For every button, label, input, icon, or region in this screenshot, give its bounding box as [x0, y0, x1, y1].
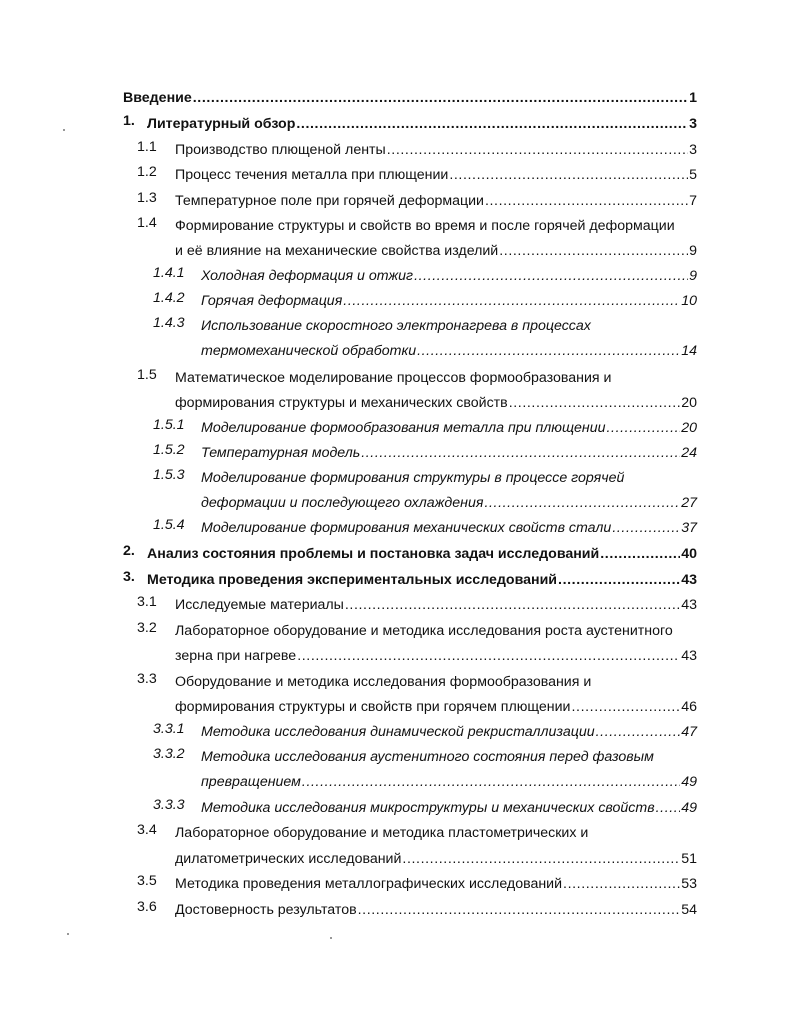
toc-leader-dots	[361, 445, 680, 462]
toc-leader-dots	[345, 597, 680, 614]
toc-row-3-3-3	[153, 797, 697, 817]
toc-number: 1.4	[137, 215, 157, 231]
scan-speck	[63, 129, 65, 131]
toc-title: Лабораторное оборудование и методика пластометрических и	[175, 825, 589, 841]
toc-row-1-3	[137, 190, 697, 210]
toc-number: 3.3.1	[153, 721, 185, 737]
toc-title: Горячая деформация	[201, 293, 343, 309]
toc-page-number: 14	[681, 343, 697, 359]
toc-row-chapter-2	[123, 543, 697, 563]
toc-title: Холодная деформация и отжиг	[201, 268, 414, 284]
toc-page-number: 7	[689, 193, 697, 209]
toc-title: Математическое моделирование процессов формообразования и	[175, 370, 612, 386]
scan-speck	[67, 933, 69, 935]
toc-page-number: 3	[689, 116, 697, 132]
toc-row-3-3-line2	[175, 696, 697, 716]
toc-page-number: 5	[689, 167, 697, 183]
toc-title: Лабораторное оборудование и методика исследования роста аустенитного	[175, 623, 673, 639]
toc-row-3-4-line2	[175, 848, 697, 868]
toc-title: Моделирование формирования структуры в процессе горячей	[201, 470, 625, 486]
toc-page-number: 53	[681, 876, 697, 892]
toc-row-1-1	[137, 139, 697, 159]
toc-title: Температурное поле при горячей деформации	[175, 193, 484, 209]
toc-row-3-3-line1	[137, 671, 697, 691]
toc-number: 3.3	[137, 671, 157, 687]
toc-row-3-1	[137, 594, 697, 614]
toc-leader-dots	[193, 90, 688, 107]
toc-number: 3.5	[137, 873, 157, 889]
toc-leader-dots	[402, 851, 680, 868]
toc-number: 3.1	[137, 594, 157, 610]
toc-number: 3.2	[137, 620, 157, 636]
toc-title: и её влияние на механические свойства изделий	[175, 243, 499, 259]
toc-row-1-4-line2	[175, 240, 697, 260]
toc-page-number: 43	[681, 572, 697, 588]
toc-row-1-5-1	[153, 417, 697, 437]
toc-title: формирования структуры и свойств при горячем плющении	[175, 699, 571, 715]
toc-leader-dots	[484, 495, 680, 512]
toc-number: 1.5.1	[153, 417, 185, 433]
toc-leader-dots	[449, 167, 688, 184]
toc-title: Методика проведения экспериментальных исследований	[147, 572, 558, 588]
toc-row-1-5-line2	[175, 392, 697, 412]
toc-title: Оборудование и методика исследования формообразования и	[175, 674, 592, 690]
toc-page-number: 37	[681, 520, 697, 536]
toc-row-chapter-1	[123, 113, 697, 133]
toc-row-intro	[123, 87, 697, 107]
toc-title: превращением	[201, 774, 301, 790]
toc-number: 3.4	[137, 822, 157, 838]
toc-number: 1.1	[137, 139, 157, 155]
toc-leader-dots	[656, 800, 681, 817]
toc-page-number: 54	[681, 902, 697, 918]
toc-title: Методика исследования микроструктуры и механических свойств	[201, 800, 655, 816]
scan-speck	[330, 937, 332, 939]
toc-number: 1.5.3	[153, 467, 185, 483]
toc-page-number: 43	[681, 597, 697, 613]
toc-number: 2.	[123, 543, 135, 559]
toc-title: Методика исследования аустенитного состояния перед фазовым	[201, 749, 654, 765]
toc-title: Исследуемые материалы	[175, 597, 344, 613]
toc-leader-dots	[607, 420, 681, 437]
toc-title: Анализ состояния проблемы и постановка задач исследований	[147, 546, 600, 562]
toc-row-1-4-3-line1	[153, 315, 697, 335]
toc-row-1-4-3-line2	[201, 340, 697, 360]
toc-title: Достоверность результатов	[175, 902, 357, 918]
toc-leader-dots	[600, 546, 680, 563]
toc-title: Процесс течения металла при плющении	[175, 167, 449, 183]
toc-title: Производство плющеной ленты	[175, 142, 386, 158]
toc-page-number: 49	[681, 800, 697, 816]
toc-leader-dots	[414, 268, 688, 285]
toc-row-1-5-4	[153, 517, 697, 537]
toc-leader-dots	[343, 293, 680, 310]
toc-number: 1.4.3	[153, 315, 185, 331]
toc-row-1-5-line1	[137, 367, 697, 387]
toc-page-number: 3	[689, 142, 697, 158]
toc-leader-dots	[417, 343, 680, 360]
toc-page-number: 40	[681, 546, 697, 562]
toc-row-1-5-2	[153, 442, 697, 462]
toc-number: 1.5.2	[153, 442, 185, 458]
toc-page-number: 9	[689, 268, 697, 284]
toc-page-number: 47	[681, 724, 697, 740]
toc-title: Моделирование формообразования металла при плющении	[201, 420, 606, 436]
toc-row-3-3-2-line2	[201, 771, 697, 791]
toc-row-1-2	[137, 164, 697, 184]
toc-leader-dots	[499, 243, 688, 260]
toc-title: зерна при нагреве	[175, 648, 297, 664]
toc-page-number: 9	[689, 243, 697, 259]
toc-leader-dots	[563, 876, 680, 893]
toc-page-number: 10	[681, 293, 697, 309]
toc-title: формирования структуры и механических свойств	[175, 395, 508, 411]
toc-leader-dots	[509, 395, 681, 412]
toc-title: деформации и последующего охлаждения	[201, 495, 484, 511]
toc-number: 1.5.4	[153, 517, 185, 533]
toc-row-1-4-1	[153, 265, 697, 285]
toc-title: Формирование структуры и свойств во время и после горячей деформации	[175, 218, 675, 234]
toc-row-1-4-line1	[137, 215, 697, 235]
toc-row-1-5-3-line2	[201, 492, 697, 512]
toc-page-number: 27	[681, 495, 697, 511]
toc-page-number: 43	[681, 648, 697, 664]
toc-number: 1.3	[137, 190, 157, 206]
toc-number: 3.3.3	[153, 797, 185, 813]
toc-leader-dots	[485, 193, 688, 210]
toc-leader-dots	[358, 902, 681, 919]
toc-number: 1.4.2	[153, 290, 185, 306]
toc-row-chapter-3	[123, 569, 697, 589]
toc-row-3-5	[137, 873, 697, 893]
toc-title: Литературный обзор	[147, 116, 296, 132]
toc-leader-dots	[558, 572, 680, 589]
toc-page-number: 46	[681, 699, 697, 715]
toc-row-3-4-line1	[137, 822, 697, 842]
toc-title: Использование скоростного электронагрева в процессах	[201, 318, 591, 334]
toc-title: Методика проведения металлографических исследований	[175, 876, 563, 892]
toc-number: 3.	[123, 569, 135, 585]
toc-page-number: 1	[689, 90, 697, 106]
toc-page-number: 51	[681, 851, 697, 867]
toc-leader-dots	[297, 648, 680, 665]
toc-page-number: 20	[681, 420, 697, 436]
toc-page-number: 49	[681, 774, 697, 790]
toc-title: термомеханической обработки	[201, 343, 417, 359]
toc-row-3-3-1	[153, 721, 697, 741]
toc-number: 3.6	[137, 899, 157, 915]
toc-leader-dots	[302, 774, 680, 791]
toc-leader-dots	[387, 142, 688, 159]
toc-leader-dots	[296, 116, 688, 133]
toc-title: Введение	[123, 90, 192, 106]
toc-leader-dots	[596, 724, 681, 741]
toc-row-1-5-3-line1	[153, 467, 697, 487]
toc-number: 1.2	[137, 164, 157, 180]
toc-title: Температурная модель	[201, 445, 361, 461]
toc-number: 3.3.2	[153, 746, 185, 762]
toc-row-3-6	[137, 899, 697, 919]
toc-number: 1.5	[137, 367, 157, 383]
toc-row-3-2-line1	[137, 620, 697, 640]
toc-leader-dots	[612, 520, 680, 537]
toc-title: Моделирование формирования механических свойств стали	[201, 520, 612, 536]
toc-page-number: 20	[681, 395, 697, 411]
toc-title: Методика исследования динамической рекристаллизации	[201, 724, 595, 740]
toc-number: 1.4.1	[153, 265, 185, 281]
toc-number: 1.	[123, 113, 135, 129]
toc-leader-dots	[571, 699, 680, 716]
toc-row-3-3-2-line1	[153, 746, 697, 766]
toc-row-1-4-2	[153, 290, 697, 310]
toc-title: дилатометрических исследований	[175, 851, 402, 867]
toc-row-3-2-line2	[175, 645, 697, 665]
toc-page-number: 24	[681, 445, 697, 461]
